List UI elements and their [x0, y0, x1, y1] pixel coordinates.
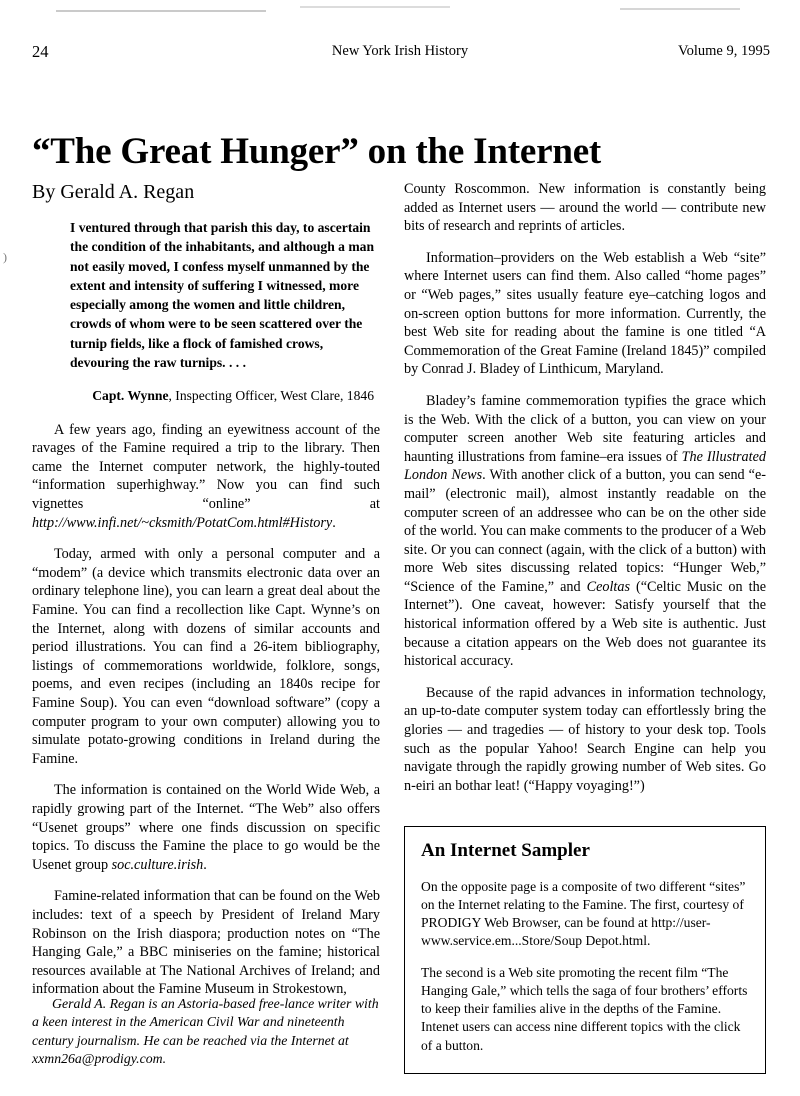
inline-url: http://www.infi.net/~cksmith/PotatCom.html#History [32, 514, 333, 531]
paragraph [32, 768, 380, 874]
paragraph-text: Bladey’s famine commemoration typifies the grace which is the Web. With the click of a button, you can view on your computer screen another Web site featuring articles and haunting illustrations from famine–era issues of [404, 392, 766, 465]
epigraph [70, 218, 380, 406]
inline-usenet-group: soc.culture.irish [111, 856, 204, 873]
scan-artifact-left-edge: ) [3, 250, 7, 264]
paragraph-text: County Roscommon. New information is constantly being added as Internet users — around the world — contribute new bits of research and reprints of articles. [404, 181, 766, 235]
sidebar-paragraph: On the opposite page is a composite of two different “sites” on the Internet relating to the Famine. The first, courtesy of PRODIGY Web Browser, can be found at http://user-www.service.em...Store/Soup Depot.html. [421, 878, 746, 949]
sidebar-heading: An Internet Sampler [421, 840, 590, 861]
scan-artifact-top-right [620, 8, 740, 10]
paragraph-text: The information is contained on the World Wide Web, a rapidly growing part of the Internet. “The Web” also offers “Usenet groups” where one finds discussion on specific topics. To discuss the Famine the place to go would be the Usenet group [32, 782, 380, 873]
paragraph-text: Because of the rapid advances in information technology, an up-to-date computer system today can effortlessly bring the glories — and tragedies — of history to your desk top. Tools such as the popular Yahoo! Search Engine can help you navigate through the rapidly growing number of Web sites. Go n-eiri an bothar leat! (“Happy voyaging!”) [404, 684, 766, 794]
paragraph-text: Today, armed with only a personal computer and a “modem” (a device which transmits electronic data over an ordinary telephone line), you can learn a great deal about the Famine. You can find a recollection like Capt. Wynne’s on the Internet, along with dozens of similar accounts and period illustrations. You can find a 26-item bibliography, listings of commemorations worldwide, folklore, songs, poems, and even recipes (including an 1840s recipe for Famine Soup). You can even “download software” (copy a computer program to your own computer) allowing you to simulate potato-growing conditions in Ireland during the Famine. [32, 546, 380, 767]
paragraph-text-tail: (“Celtic Music on the Internet”). One caveat, however: Satisfy yourself that the historical information offered by a Web site is authentic. Just because a citation appears on the Web does not guarantee its historical accuracy. [404, 578, 766, 670]
scan-artifact-top-center [300, 6, 450, 8]
epigraph-attribution-name: Capt. Wynne [92, 388, 169, 404]
paragraph [404, 379, 766, 671]
epigraph-attribution-rest: , Inspecting Officer, West Clare, 1846 [168, 388, 374, 404]
running-head [30, 42, 770, 66]
paragraph-text-tail: . [203, 856, 207, 873]
column-left [32, 180, 380, 999]
epigraph-attribution [70, 386, 380, 405]
paragraph [404, 236, 766, 379]
paragraph-text-tail: . [332, 514, 336, 531]
paragraph-text: Famine-related information that can be found on the Web includes: text of a speech by President of Ireland Mary Robinson on the Irish diaspora; production notes on “The Hanging Gale,” a BBC miniseries on the famine; historical resources available at The National Archives of Ireland; and information about the Famine Museum in Strokestown, [32, 888, 380, 998]
paragraph-text: Information–providers on the Web establish a Web “site” where Internet users can find them. Also called “home pages” or “Web pages,” sites usually feature eye–catching logos and on-screen option buttons for more information. Currently, the best Web site for reading about the famine is one titled “A Commemoration of the Great Famine (Ireland 1845)” compiled by Conrad J. Bladey of Linthicum, Maryland. [404, 249, 766, 378]
volume-issue: Volume 9, 1995 [678, 43, 770, 59]
paragraph-text-mid: . With another click of a button, you can send “e-mail” (electronic mail), almost instantly readable on the computer screen of an addressee who can be on the other side of the world. You can make comments to the producer of a Web site. Or you can connect (again, with the click of a button) with more Web sites discussing related topics: “Hunger Web,” “Science of the Famine,” and [404, 467, 766, 595]
sidebar-internet-sampler [404, 826, 766, 1074]
sidebar-paragraph: The second is a Web site promoting the recent film “The Hanging Gale,” which tells the saga of four brothers’ efforts to keep their families alive in the depths of the Famine. Intenet users can access nine different topics with the click of a button. [421, 965, 748, 1053]
paragraph [404, 180, 766, 236]
paragraph [404, 671, 766, 796]
paragraph-text: A few years ago, finding an eyewitness account of the ravages of the Famine required a trip to the library. Then came the Internet computer network, the highly-touted “information superhighway.” Now you can find such vignettes “online” at [32, 421, 380, 513]
epigraph-text: I ventured through that parish this day, to ascertain the condition of the inhabitants, and although a man not easily moved, I confess myself unmanned by the extent and intensity of suffering I witnessed, more especially among the women and little children, crowds of whom were to be seen scattered over the turnip fields, like a flock of famished crows, devouring the raw turnips. . . . [70, 220, 375, 371]
paragraph [32, 874, 380, 999]
journal-name: New York Irish History [331, 43, 469, 59]
paragraph [32, 406, 380, 533]
author-note: Gerald A. Regan is an Astoria-based free-lance writer with a keen interest in the American Civil War and nineteenth century journalism. He can be reached via the Internet at xxmn26a@prodigy.com. [32, 996, 379, 1067]
page-title: “The Great Hunger” on the Internet [32, 130, 602, 172]
byline: By Gerald A. Regan [32, 181, 195, 203]
scan-artifact-top-left [56, 10, 266, 12]
paragraph [32, 532, 380, 768]
page-number: 24 [32, 42, 49, 61]
inline-title-ceoltas: Ceoltas [586, 578, 630, 595]
column-right [404, 180, 766, 795]
inline-publication-title: The Illustrated London News [404, 448, 766, 484]
